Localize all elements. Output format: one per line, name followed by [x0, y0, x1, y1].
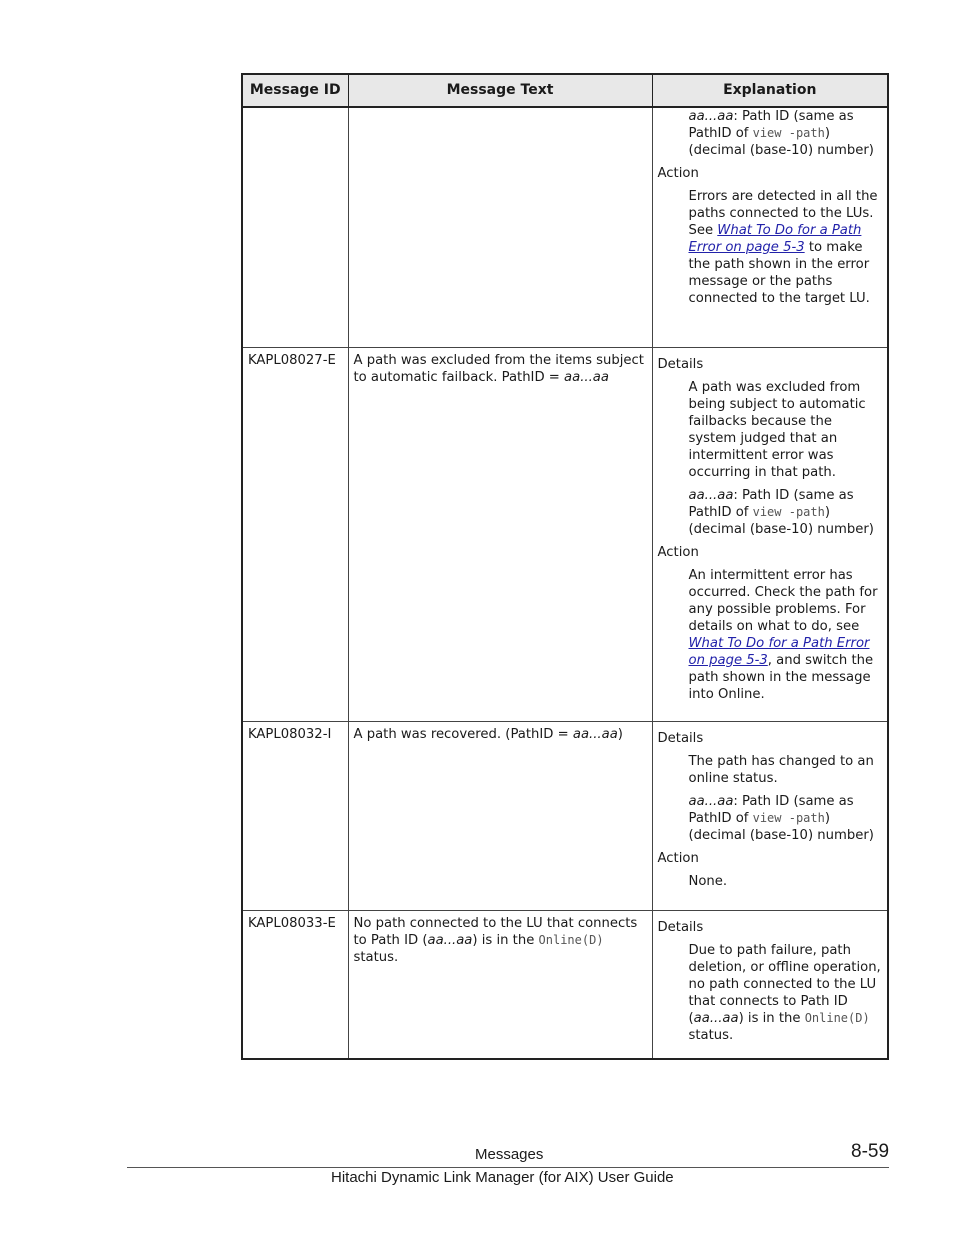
cell-explanation — [652, 347, 888, 721]
cell-explanation — [652, 721, 888, 910]
pathid-note: aa...aa: Path ID (same as PathID of view -path) (decimal (base-10) number) — [688, 487, 874, 537]
page-number: 8-59 — [851, 1141, 890, 1162]
action-heading: Action — [657, 850, 699, 866]
pathid-note: aa...aa: Path ID (same as PathID of view -path) (decimal (base-10) number) — [688, 793, 874, 843]
footer-guide-title: Hitachi Dynamic Link Manager (for AIX) User Guide — [331, 1169, 674, 1186]
table-row — [242, 347, 888, 721]
table-row — [242, 910, 888, 1059]
footer-divider — [127, 1167, 889, 1168]
cell-explanation — [652, 107, 888, 347]
details-heading: Details — [657, 919, 704, 935]
action-text: None. — [688, 873, 728, 889]
cell-message-id: KAPL08033-E — [242, 910, 348, 1059]
pathid-note: aa...aa: Path ID (same as PathID of view -path) (decimal (base-10) number) — [688, 109, 874, 158]
action-heading: Action — [657, 166, 699, 181]
details-text: A path was excluded from being subject to automatic failbacks because the system judged that an intermittent error was occurring in that path. — [688, 379, 866, 480]
action-heading: Action — [657, 544, 699, 560]
cell-message-id — [242, 107, 348, 347]
path-error-link[interactable]: What To Do for a Path Error on page 5-3 — [688, 223, 862, 255]
cell-message-id: KAPL08032-I — [242, 721, 348, 910]
cell-message-text — [348, 107, 652, 347]
cell-message-id: KAPL08027-E — [242, 347, 348, 721]
table-header-row — [242, 74, 888, 107]
cell-message-text: No path connected to the LU that connects to Path ID (aa...aa) is in the Online(D) status. — [348, 910, 652, 1059]
header-message-id: Message ID — [242, 74, 348, 107]
path-error-link[interactable]: What To Do for a Path Error on page 5-3 — [688, 635, 870, 668]
details-heading: Details — [657, 730, 704, 746]
cell-message-text: A path was excluded from the items subject to automatic failback. PathID = aa...aa — [348, 347, 652, 721]
messages-table — [241, 73, 889, 1060]
table-row — [242, 107, 888, 347]
details-heading: Details — [657, 356, 704, 372]
header-explanation: Explanation — [652, 74, 888, 107]
cell-explanation — [652, 910, 888, 1059]
details-text: The path has changed to an online status. — [688, 753, 874, 786]
cell-message-text: A path was recovered. (PathID = aa...aa) — [348, 721, 652, 910]
table-row — [242, 721, 888, 910]
details-text: Due to path failure, path deletion, or offline operation, no path connected to the LU that connects to Path ID (aa...aa) is in the Online(D) status. — [688, 942, 881, 1043]
header-message-text: Message Text — [348, 74, 652, 107]
action-text: An intermittent error has occurred. Check the path for any possible problems. For details on what to do, see What To Do for a Path Error on page 5-3, and switch the path shown in the message into Online. — [688, 567, 878, 702]
action-text: Errors are detected in all the paths connected to the LUs. See What To Do for a Path Error on page 5-3 to make the path shown in the error message or the paths connected to the target LU. — [688, 189, 878, 306]
footer-section-title: Messages — [475, 1146, 544, 1163]
